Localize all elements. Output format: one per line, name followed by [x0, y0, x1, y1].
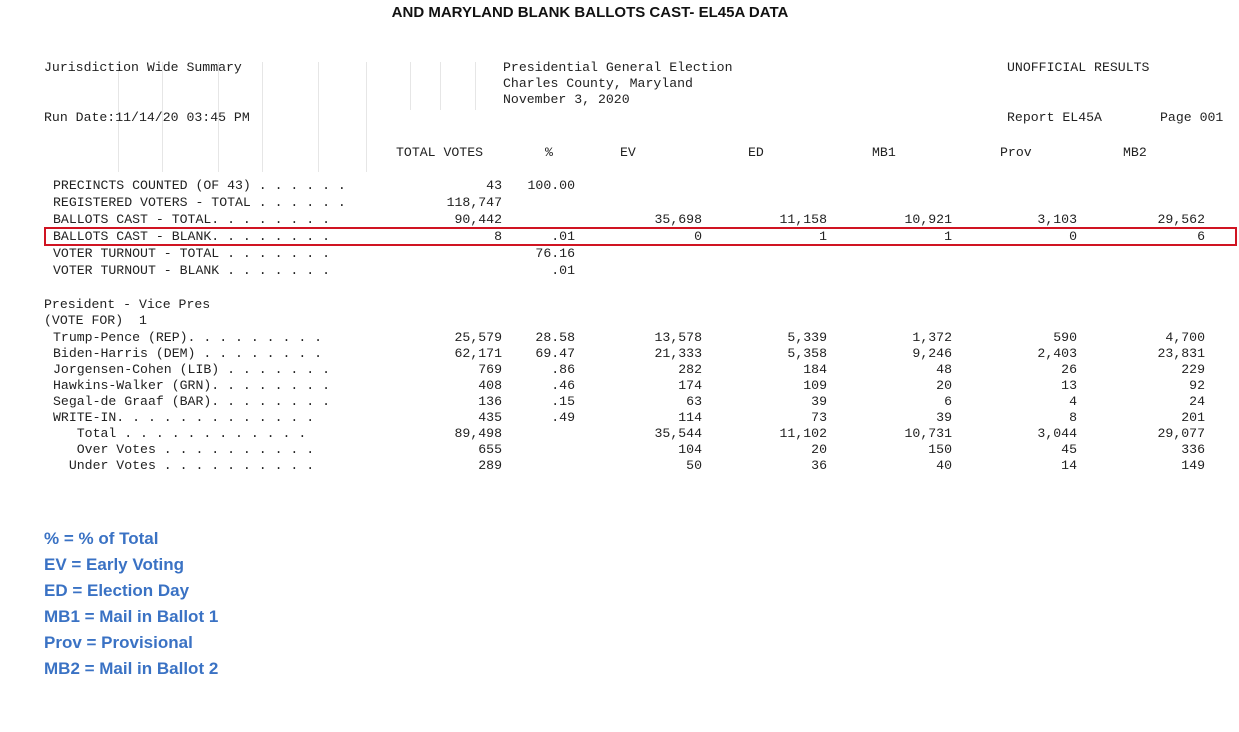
cell-prov: 45 [1061, 442, 1077, 457]
cell-mb1: 48 [936, 362, 952, 377]
column-header-percent: % [545, 145, 553, 160]
cell-ev: 114 [678, 410, 702, 425]
legend-item: % = % of Total [44, 529, 159, 548]
cell-prov: 8 [1069, 410, 1077, 425]
cell-ed: 5,358 [787, 346, 827, 361]
cell-ed: 109 [803, 378, 827, 393]
county-name: Charles County, Maryland [503, 76, 693, 91]
cell-mb1: 6 [944, 394, 952, 409]
cell-percent: .86 [551, 362, 575, 377]
row-label: PRECINCTS COUNTED (OF 43) . . . . . . [53, 178, 346, 193]
cell-prov: 3,103 [1037, 212, 1077, 227]
cell-percent: 100.00 [527, 178, 575, 193]
cell-total: 289 [478, 458, 502, 473]
cell-ev: 35,698 [654, 212, 702, 227]
cell-ev: 63 [686, 394, 702, 409]
cell-mb2: 29,562 [1157, 212, 1205, 227]
cell-mb1: 39 [936, 410, 952, 425]
legend-item: ED = Election Day [44, 581, 190, 600]
column-header-ed: ED [748, 145, 764, 160]
cell-ed: 36 [811, 458, 827, 473]
cell-mb2: 149 [1181, 458, 1205, 473]
cell-ev: 35,544 [654, 426, 702, 441]
candidate-label: WRITE-IN. . . . . . . . . . . . . [53, 410, 315, 425]
cell-ev: 50 [686, 458, 702, 473]
cell-ed: 20 [811, 442, 827, 457]
cell-ev: 13,578 [654, 330, 702, 345]
cell-mb1: 1 [944, 229, 952, 244]
cell-prov: 0 [1069, 229, 1077, 244]
cell-total: 89,498 [454, 426, 502, 441]
column-header-mb1: MB1 [872, 145, 896, 160]
guide-line [366, 62, 367, 172]
cell-mb2: 24 [1189, 394, 1205, 409]
cell-ev: 104 [678, 442, 702, 457]
page-number: Page 001 [1160, 110, 1224, 125]
column-header-mb2: MB2 [1123, 145, 1147, 160]
row-label: VOTER TURNOUT - BLANK . . . . . . . [53, 263, 330, 278]
cell-mb2: 23,831 [1157, 346, 1205, 361]
cell-percent: .49 [551, 410, 575, 425]
cell-mb1: 9,246 [912, 346, 952, 361]
legend-item: Prov = Provisional [44, 633, 193, 652]
cell-mb2: 29,077 [1157, 426, 1205, 441]
cell-mb1: 1,372 [912, 330, 952, 345]
cell-total: 655 [478, 442, 502, 457]
candidate-label: Jorgensen-Cohen (LIB) . . . . . . . [53, 362, 330, 377]
summary-label: Jurisdiction Wide Summary [44, 60, 242, 75]
column-header-prov: Prov [1000, 145, 1032, 160]
run-date: Run Date:11/14/20 03:45 PM [44, 110, 250, 125]
row-label: BALLOTS CAST - TOTAL. . . . . . . . [53, 212, 330, 227]
cell-ed: 39 [811, 394, 827, 409]
cell-percent: 28.58 [535, 330, 575, 345]
guide-line [262, 62, 263, 172]
cell-percent: 69.47 [535, 346, 575, 361]
over-votes-label: Over Votes . . . . . . . . . . [53, 442, 315, 457]
cell-ed: 1 [819, 229, 827, 244]
row-label: VOTER TURNOUT - TOTAL . . . . . . . [53, 246, 330, 261]
cell-ed: 11,102 [779, 426, 827, 441]
cell-ed: 11,158 [779, 212, 827, 227]
total-label: Total . . . . . . . . . . . . [53, 426, 307, 441]
cell-mb1: 10,731 [904, 426, 952, 441]
cell-percent: 76.16 [535, 246, 575, 261]
cell-mb1: 10,921 [904, 212, 952, 227]
cell-ev: 174 [678, 378, 702, 393]
candidate-label: Trump-Pence (REP). . . . . . . . . [53, 330, 323, 345]
cell-total: 118,747 [446, 195, 502, 210]
cell-ev: 282 [678, 362, 702, 377]
contest-name: President - Vice Pres [44, 297, 211, 312]
guide-line [440, 62, 441, 110]
cell-total: 62,171 [454, 346, 502, 361]
cell-ed: 73 [811, 410, 827, 425]
cell-percent: .46 [551, 378, 575, 393]
cell-total: 43 [486, 178, 502, 193]
row-label: REGISTERED VOTERS - TOTAL . . . . . . [53, 195, 346, 210]
column-header-ev: EV [620, 145, 636, 160]
cell-mb2: 4,700 [1165, 330, 1205, 345]
page-title: AND MARYLAND BLANK BALLOTS CAST- EL45A DATA [391, 4, 789, 21]
cell-ed: 184 [803, 362, 827, 377]
cell-mb1: 20 [936, 378, 952, 393]
cell-prov: 26 [1061, 362, 1077, 377]
cell-total: 8 [494, 229, 502, 244]
under-votes-label: Under Votes . . . . . . . . . . [53, 458, 315, 473]
cell-total: 90,442 [454, 212, 502, 227]
guide-line [318, 62, 319, 172]
cell-ed: 5,339 [787, 330, 827, 345]
cell-prov: 590 [1053, 330, 1077, 345]
cell-percent: .01 [551, 229, 575, 244]
guide-line [410, 62, 411, 110]
cell-mb1: 40 [936, 458, 952, 473]
report-id: Report EL45A [1007, 110, 1102, 125]
cell-ev: 21,333 [654, 346, 702, 361]
cell-ev: 0 [694, 229, 702, 244]
cell-total: 769 [478, 362, 502, 377]
cell-prov: 4 [1069, 394, 1077, 409]
cell-total: 136 [478, 394, 502, 409]
election-date: November 3, 2020 [503, 92, 630, 107]
legend-item: MB1 = Mail in Ballot 1 [44, 607, 219, 626]
cell-mb2: 92 [1189, 378, 1205, 393]
column-header-total-votes: TOTAL VOTES [396, 145, 484, 160]
cell-total: 408 [478, 378, 502, 393]
guide-line [475, 62, 476, 110]
candidate-label: Hawkins-Walker (GRN). . . . . . . . [53, 378, 330, 393]
election-title: Presidential General Election [503, 60, 733, 75]
cell-percent: .01 [551, 263, 575, 278]
candidate-label: Biden-Harris (DEM) . . . . . . . . [53, 346, 323, 361]
cell-prov: 14 [1061, 458, 1077, 473]
cell-mb2: 336 [1181, 442, 1205, 457]
cell-total: 25,579 [454, 330, 502, 345]
cell-mb2: 6 [1197, 229, 1205, 244]
legend-item: EV = Early Voting [44, 555, 184, 574]
legend-item: MB2 = Mail in Ballot 2 [44, 659, 219, 678]
row-label: BALLOTS CAST - BLANK. . . . . . . . [53, 229, 330, 244]
candidate-label: Segal-de Graaf (BAR). . . . . . . . [53, 394, 330, 409]
cell-prov: 13 [1061, 378, 1077, 393]
cell-prov: 2,403 [1037, 346, 1077, 361]
cell-prov: 3,044 [1037, 426, 1077, 441]
cell-mb2: 229 [1181, 362, 1205, 377]
cell-percent: .15 [551, 394, 575, 409]
cell-total: 435 [478, 410, 502, 425]
results-status: UNOFFICIAL RESULTS [1007, 60, 1150, 75]
cell-mb2: 201 [1181, 410, 1205, 425]
contest-vote-for: (VOTE FOR) 1 [44, 313, 147, 328]
cell-mb1: 150 [928, 442, 952, 457]
